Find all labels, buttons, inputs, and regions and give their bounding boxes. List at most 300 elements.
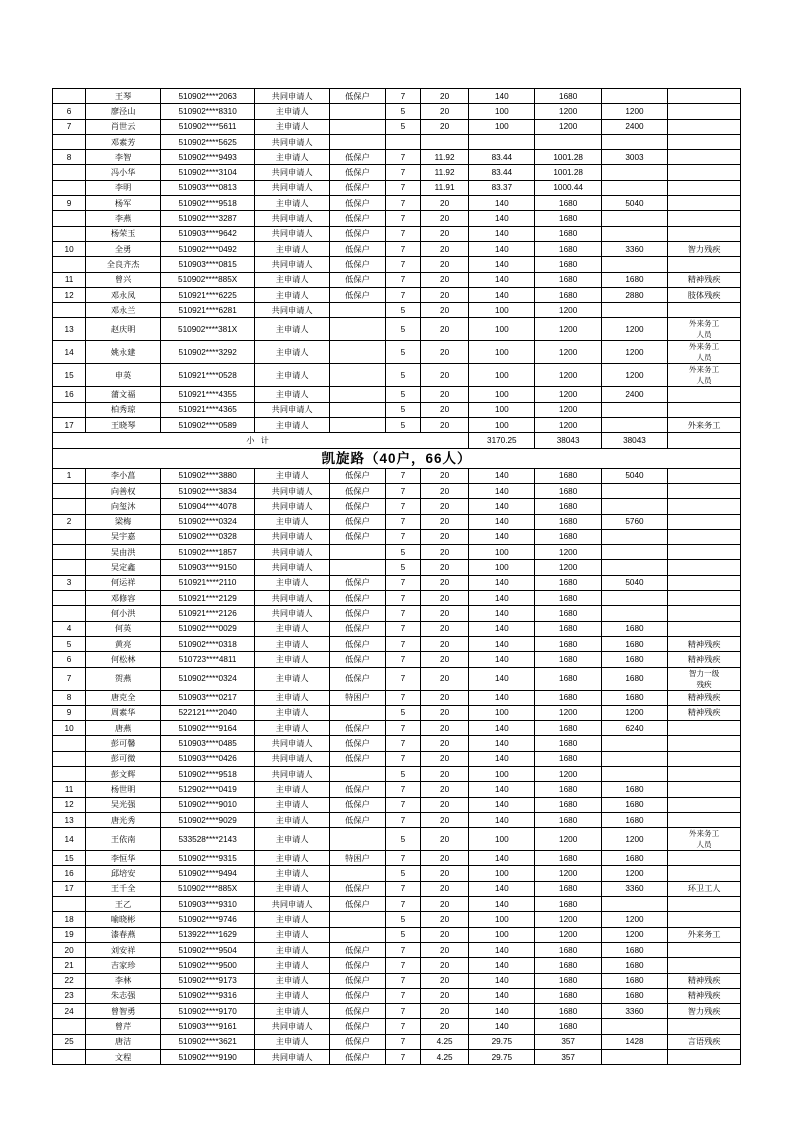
cell-note [668, 897, 741, 912]
cell-index [53, 483, 86, 498]
cell-value-3: 140 [469, 812, 535, 827]
cell-value-2: 20 [421, 287, 469, 302]
cell-note: 精神残疾 [668, 690, 741, 705]
cell-household-type: 低保户 [330, 667, 386, 690]
cell-role: 主申请人 [255, 828, 330, 851]
cell-value-1: 7 [385, 812, 420, 827]
cell-household-type: 低保户 [330, 881, 386, 896]
cell-id-number: 510902****3834 [161, 483, 255, 498]
cell-value-2: 20 [421, 988, 469, 1003]
cell-index: 6 [53, 652, 86, 667]
cell-household-type: 低保户 [330, 1004, 386, 1019]
cell-value-2: 20 [421, 636, 469, 651]
cell-role: 主申请人 [255, 958, 330, 973]
cell-index: 8 [53, 690, 86, 705]
cell-value-4: 1200 [535, 303, 601, 318]
cell-id-number: 513922****1629 [161, 927, 255, 942]
cell-value-4: 1200 [535, 912, 601, 927]
cell-value-3: 140 [469, 636, 535, 651]
cell-index: 20 [53, 942, 86, 957]
cell-value-1: 7 [385, 591, 420, 606]
cell-index [53, 180, 86, 195]
cell-value-5: 1680 [601, 988, 667, 1003]
cell-value-5: 5040 [601, 575, 667, 590]
cell-value-5: 1680 [601, 973, 667, 988]
cell-index [53, 545, 86, 560]
cell-value-3: 100 [469, 341, 535, 364]
cell-note [668, 387, 741, 402]
section-title: 凯旋路（40户，66人） [53, 448, 741, 468]
cell-household-type: 低保户 [330, 751, 386, 766]
cell-value-2: 20 [421, 560, 469, 575]
cell-value-2: 20 [421, 591, 469, 606]
cell-value-1: 5 [385, 705, 420, 720]
cell-value-3: 100 [469, 119, 535, 134]
cell-value-2: 20 [421, 812, 469, 827]
cell-value-4: 1680 [535, 797, 601, 812]
cell-value-2: 20 [421, 257, 469, 272]
cell-value-1: 7 [385, 958, 420, 973]
cell-index [53, 303, 86, 318]
cell-value-4: 357 [535, 1050, 601, 1065]
cell-note [668, 119, 741, 134]
cell-value-2: 20 [421, 705, 469, 720]
cell-name: 贺燕 [86, 667, 161, 690]
cell-value-5 [601, 134, 667, 149]
cell-id-number: 510902****9164 [161, 721, 255, 736]
cell-value-2: 20 [421, 866, 469, 881]
cell-value-5: 1680 [601, 636, 667, 651]
cell-role: 主申请人 [255, 812, 330, 827]
cell-role: 主申请人 [255, 468, 330, 483]
table-row [53, 636, 741, 651]
cell-role: 主申请人 [255, 287, 330, 302]
cell-value-1: 7 [385, 797, 420, 812]
cell-role: 共同申请人 [255, 211, 330, 226]
table-row [53, 402, 741, 417]
cell-household-type [330, 766, 386, 781]
cell-role: 主申请人 [255, 241, 330, 256]
cell-value-4: 1680 [535, 751, 601, 766]
cell-role: 共同申请人 [255, 257, 330, 272]
cell-role: 主申请人 [255, 851, 330, 866]
table-row [53, 575, 741, 590]
cell-household-type: 低保户 [330, 721, 386, 736]
cell-role: 主申请人 [255, 927, 330, 942]
cell-id-number: 510902****2063 [161, 89, 255, 104]
table-row [53, 897, 741, 912]
cell-value-4: 1680 [535, 196, 601, 211]
cell-role: 主申请人 [255, 575, 330, 590]
cell-index [53, 89, 86, 104]
table-row [53, 1034, 741, 1049]
cell-name: 唐克全 [86, 690, 161, 705]
cell-name: 邓修容 [86, 591, 161, 606]
cell-value-5 [601, 529, 667, 544]
cell-role: 共同申请人 [255, 180, 330, 195]
cell-name: 吉家珍 [86, 958, 161, 973]
cell-value-5: 1200 [601, 364, 667, 387]
cell-value-4: 1680 [535, 483, 601, 498]
cell-value-2 [421, 134, 469, 149]
cell-role: 主申请人 [255, 514, 330, 529]
table-row [53, 782, 741, 797]
cell-value-1: 7 [385, 942, 420, 957]
cell-id-number: 510902****885X [161, 272, 255, 287]
cell-value-1: 5 [385, 418, 420, 433]
cell-value-1: 5 [385, 912, 420, 927]
cell-index: 9 [53, 705, 86, 720]
cell-role: 共同申请人 [255, 591, 330, 606]
cell-value-3: 100 [469, 866, 535, 881]
cell-index [53, 499, 86, 514]
cell-id-number: 510723****4811 [161, 652, 255, 667]
cell-value-1: 7 [385, 881, 420, 896]
cell-id-number: 510902****0328 [161, 529, 255, 544]
cell-id-number: 510902****381X [161, 318, 255, 341]
cell-role: 主申请人 [255, 104, 330, 119]
cell-note [668, 303, 741, 318]
cell-id-number: 510902****9493 [161, 150, 255, 165]
cell-value-5: 1200 [601, 318, 667, 341]
cell-note [668, 591, 741, 606]
cell-value-4: 1680 [535, 973, 601, 988]
cell-index [53, 1050, 86, 1065]
cell-household-type: 低保户 [330, 196, 386, 211]
cell-value-3: 83.37 [469, 180, 535, 195]
cell-value-4: 1200 [535, 418, 601, 433]
cell-value-1: 7 [385, 652, 420, 667]
cell-note [668, 797, 741, 812]
cell-value-3: 140 [469, 514, 535, 529]
cell-name: 漆春燕 [86, 927, 161, 942]
cell-note [668, 545, 741, 560]
cell-value-1: 7 [385, 690, 420, 705]
cell-value-5 [601, 736, 667, 751]
cell-role: 主申请人 [255, 418, 330, 433]
cell-index [53, 165, 86, 180]
cell-value-2: 20 [421, 751, 469, 766]
cell-value-2: 20 [421, 226, 469, 241]
cell-index: 24 [53, 1004, 86, 1019]
cell-name: 廖泾山 [86, 104, 161, 119]
cell-name: 王乙 [86, 897, 161, 912]
cell-value-5 [601, 165, 667, 180]
cell-index: 11 [53, 272, 86, 287]
cell-id-number: 510903****9161 [161, 1019, 255, 1034]
table-row [53, 560, 741, 575]
cell-name: 冯小华 [86, 165, 161, 180]
cell-index [53, 606, 86, 621]
cell-value-5: 1680 [601, 797, 667, 812]
cell-value-2: 20 [421, 364, 469, 387]
cell-id-number: 510921****2110 [161, 575, 255, 590]
applicant-table [52, 88, 741, 1065]
cell-household-type [330, 705, 386, 720]
cell-value-5: 1200 [601, 866, 667, 881]
cell-value-5: 1680 [601, 272, 667, 287]
table-row [53, 942, 741, 957]
cell-value-3: 140 [469, 591, 535, 606]
cell-household-type: 特困户 [330, 690, 386, 705]
cell-household-type: 低保户 [330, 797, 386, 812]
cell-name: 王千全 [86, 881, 161, 896]
cell-id-number: 510903****9642 [161, 226, 255, 241]
cell-value-1: 7 [385, 272, 420, 287]
cell-value-1: 5 [385, 545, 420, 560]
cell-name: 黄亮 [86, 636, 161, 651]
cell-value-5 [601, 766, 667, 781]
cell-value-2: 11.91 [421, 180, 469, 195]
cell-note [668, 851, 741, 866]
cell-value-1: 5 [385, 341, 420, 364]
table-row [53, 341, 741, 364]
cell-value-4: 1680 [535, 636, 601, 651]
cell-note [668, 499, 741, 514]
cell-id-number: 510904****4078 [161, 499, 255, 514]
cell-id-number: 510902****3292 [161, 341, 255, 364]
cell-id-number: 510902****0324 [161, 667, 255, 690]
cell-value-1 [385, 134, 420, 149]
cell-value-2: 20 [421, 828, 469, 851]
cell-name: 邓素芳 [86, 134, 161, 149]
cell-value-5 [601, 483, 667, 498]
section-title-row [53, 448, 741, 468]
cell-role: 主申请人 [255, 973, 330, 988]
cell-role: 共同申请人 [255, 1019, 330, 1034]
cell-value-5: 2400 [601, 387, 667, 402]
cell-value-2: 20 [421, 1004, 469, 1019]
table-row [53, 621, 741, 636]
cell-id-number: 512902****0419 [161, 782, 255, 797]
cell-value-2: 20 [421, 942, 469, 957]
cell-value-2: 20 [421, 652, 469, 667]
cell-value-1: 5 [385, 119, 420, 134]
cell-name: 刘安祥 [86, 942, 161, 957]
cell-value-4: 1680 [535, 690, 601, 705]
cell-household-type: 低保户 [330, 165, 386, 180]
cell-index: 5 [53, 636, 86, 651]
cell-value-4: 1001.28 [535, 150, 601, 165]
cell-note [668, 942, 741, 957]
cell-name: 吴由洪 [86, 545, 161, 560]
cell-value-5: 1680 [601, 782, 667, 797]
cell-index: 16 [53, 866, 86, 881]
cell-role: 主申请人 [255, 636, 330, 651]
cell-note: 精神残疾 [668, 652, 741, 667]
cell-household-type: 低保户 [330, 575, 386, 590]
cell-value-3: 140 [469, 751, 535, 766]
cell-index: 13 [53, 318, 86, 341]
cell-id-number: 522121****2040 [161, 705, 255, 720]
cell-value-2: 20 [421, 927, 469, 942]
table-row [53, 545, 741, 560]
cell-household-type [330, 387, 386, 402]
cell-name: 蒲文福 [86, 387, 161, 402]
cell-index: 25 [53, 1034, 86, 1049]
cell-value-5 [601, 303, 667, 318]
cell-value-3: 29.75 [469, 1050, 535, 1065]
cell-value-5: 1680 [601, 667, 667, 690]
cell-value-3: 140 [469, 690, 535, 705]
cell-value-2: 20 [421, 881, 469, 896]
subtotal-value-5: 38043 [601, 433, 667, 448]
cell-household-type: 低保户 [330, 241, 386, 256]
cell-index [53, 1019, 86, 1034]
cell-value-3: 140 [469, 287, 535, 302]
cell-id-number: 510902****3287 [161, 211, 255, 226]
cell-index [53, 766, 86, 781]
table-row [53, 134, 741, 149]
table-row [53, 287, 741, 302]
cell-name: 曾芹 [86, 1019, 161, 1034]
cell-value-1: 5 [385, 866, 420, 881]
cell-index: 7 [53, 667, 86, 690]
cell-household-type: 低保户 [330, 211, 386, 226]
cell-note: 外来务工 [668, 418, 741, 433]
cell-role: 主申请人 [255, 621, 330, 636]
cell-id-number: 510902****0492 [161, 241, 255, 256]
cell-index [53, 402, 86, 417]
cell-name: 向玺沐 [86, 499, 161, 514]
cell-name: 邓永兰 [86, 303, 161, 318]
cell-id-number: 510902****9500 [161, 958, 255, 973]
cell-household-type: 低保户 [330, 942, 386, 957]
cell-value-3: 100 [469, 828, 535, 851]
cell-value-5: 5040 [601, 196, 667, 211]
cell-value-4: 357 [535, 1034, 601, 1049]
cell-value-1: 7 [385, 529, 420, 544]
table-row [53, 606, 741, 621]
cell-value-3: 140 [469, 988, 535, 1003]
cell-household-type: 低保户 [330, 1050, 386, 1065]
cell-index [53, 529, 86, 544]
cell-note: 精神残疾 [668, 272, 741, 287]
table-row [53, 257, 741, 272]
cell-value-4: 1680 [535, 211, 601, 226]
cell-household-type: 低保户 [330, 988, 386, 1003]
cell-value-4: 1680 [535, 988, 601, 1003]
cell-id-number: 510902****885X [161, 881, 255, 896]
cell-index: 3 [53, 575, 86, 590]
cell-note [668, 575, 741, 590]
cell-value-4: 1680 [535, 575, 601, 590]
cell-value-4: 1680 [535, 652, 601, 667]
cell-value-2: 11.92 [421, 150, 469, 165]
cell-name: 曾兴 [86, 272, 161, 287]
cell-value-2: 20 [421, 318, 469, 341]
cell-value-1: 7 [385, 499, 420, 514]
cell-index: 17 [53, 418, 86, 433]
table-row [53, 751, 741, 766]
cell-value-1: 7 [385, 468, 420, 483]
cell-name: 赵庆明 [86, 318, 161, 341]
cell-note [668, 560, 741, 575]
cell-household-type [330, 134, 386, 149]
cell-id-number: 510902****0589 [161, 418, 255, 433]
cell-id-number: 510921****2129 [161, 591, 255, 606]
cell-value-5: 1680 [601, 958, 667, 973]
cell-note: 精神残疾 [668, 988, 741, 1003]
cell-role: 共同申请人 [255, 560, 330, 575]
cell-role: 共同申请人 [255, 89, 330, 104]
cell-value-4: 1680 [535, 721, 601, 736]
table-row [53, 1004, 741, 1019]
cell-name: 杨军 [86, 196, 161, 211]
cell-value-5: 3360 [601, 1004, 667, 1019]
cell-value-4: 1680 [535, 89, 601, 104]
cell-name: 李小菖 [86, 468, 161, 483]
cell-name: 喻晓彬 [86, 912, 161, 927]
cell-value-1: 5 [385, 104, 420, 119]
cell-value-2: 20 [421, 1019, 469, 1034]
cell-household-type: 低保户 [330, 529, 386, 544]
cell-household-type [330, 341, 386, 364]
cell-value-5: 1680 [601, 812, 667, 827]
table-row [53, 797, 741, 812]
cell-value-2: 20 [421, 119, 469, 134]
cell-value-3: 140 [469, 211, 535, 226]
cell-household-type: 低保户 [330, 272, 386, 287]
cell-value-3: 100 [469, 912, 535, 927]
cell-value-3: 140 [469, 1004, 535, 1019]
cell-role: 共同申请人 [255, 303, 330, 318]
cell-value-5: 1200 [601, 828, 667, 851]
cell-role: 共同申请人 [255, 402, 330, 417]
cell-value-2: 20 [421, 529, 469, 544]
cell-value-1: 5 [385, 387, 420, 402]
cell-name: 申英 [86, 364, 161, 387]
cell-value-3: 140 [469, 621, 535, 636]
cell-household-type: 低保户 [330, 897, 386, 912]
cell-value-4: 1680 [535, 881, 601, 896]
table-row [53, 1019, 741, 1034]
cell-value-4: 1200 [535, 318, 601, 341]
cell-value-1: 7 [385, 196, 420, 211]
cell-value-1: 5 [385, 402, 420, 417]
cell-value-3: 100 [469, 927, 535, 942]
subtotal-value-4: 38043 [535, 433, 601, 448]
table-row [53, 812, 741, 827]
table-row [53, 988, 741, 1003]
cell-value-5: 6240 [601, 721, 667, 736]
cell-role: 共同申请人 [255, 545, 330, 560]
cell-value-4: 1680 [535, 1004, 601, 1019]
cell-household-type [330, 303, 386, 318]
cell-role: 共同申请人 [255, 736, 330, 751]
cell-value-3: 100 [469, 402, 535, 417]
cell-value-3: 83.44 [469, 150, 535, 165]
cell-index: 1 [53, 468, 86, 483]
cell-role: 主申请人 [255, 341, 330, 364]
cell-value-1: 7 [385, 483, 420, 498]
cell-role: 共同申请人 [255, 483, 330, 498]
cell-value-5 [601, 545, 667, 560]
cell-value-4: 1680 [535, 621, 601, 636]
cell-value-1: 7 [385, 180, 420, 195]
cell-value-2: 20 [421, 89, 469, 104]
cell-value-4: 1680 [535, 287, 601, 302]
cell-household-type: 低保户 [330, 958, 386, 973]
cell-index: 10 [53, 241, 86, 256]
cell-note: 精神残疾 [668, 636, 741, 651]
cell-value-4: 1001.28 [535, 165, 601, 180]
cell-id-number: 510902****5625 [161, 134, 255, 149]
cell-index: 19 [53, 927, 86, 942]
cell-id-number: 510903****0815 [161, 257, 255, 272]
cell-id-number: 510921****6281 [161, 303, 255, 318]
cell-value-1: 7 [385, 1050, 420, 1065]
